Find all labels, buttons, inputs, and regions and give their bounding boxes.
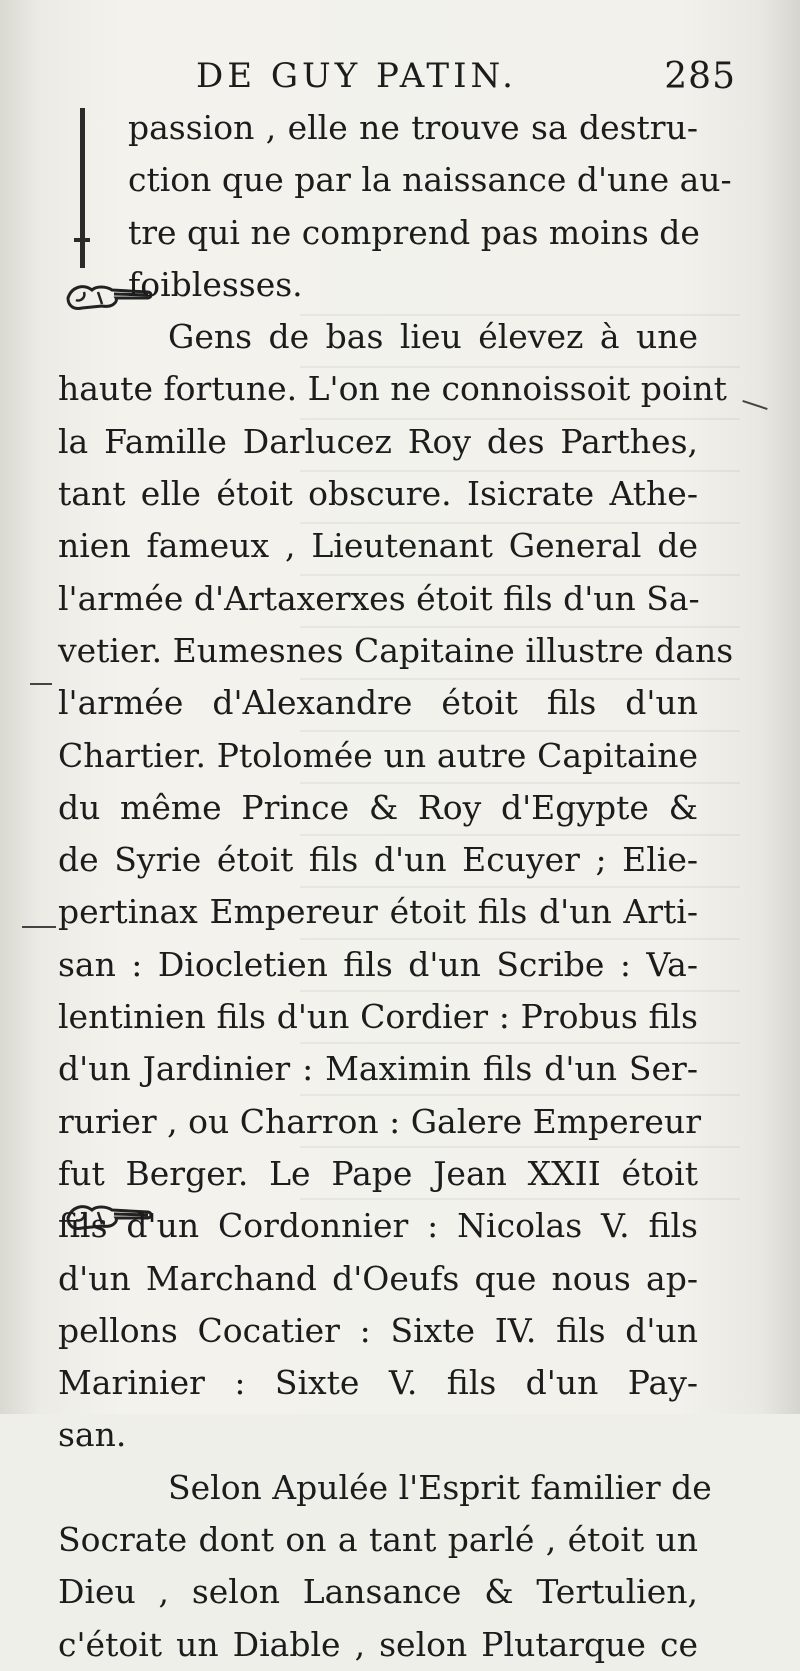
- margin-tick-left: [22, 926, 56, 928]
- page-number: 285: [664, 56, 736, 97]
- text-line: pellons Cocatier : Sixte IV. fils d'un: [58, 1310, 698, 1350]
- body-text: [58, 102, 734, 1671]
- running-title: DE GUY PATIN.: [196, 56, 517, 96]
- text-line: lentinien fils d'un Cordier : Probus fils: [58, 997, 698, 1037]
- text-line: foiblesses.: [128, 264, 303, 304]
- text-line: d'un Jardinier : Maximin fils d'un Ser-: [58, 1049, 698, 1089]
- text-line: Socrate dont on a tant parlé , étoit un: [58, 1520, 698, 1560]
- text-line: rurier , ou Charron : Galere Empereur: [58, 1101, 701, 1141]
- text-line: vetier. Eumesnes Capitaine illustre dans: [58, 630, 734, 670]
- text-line: Dieu , selon Lansance & Tertulien,: [58, 1572, 698, 1612]
- text-line: fils d'un Cordonnier : Nicolas V. fils: [58, 1206, 698, 1246]
- text-line: san.: [58, 1415, 127, 1455]
- page-header: [196, 56, 736, 96]
- text-line: san : Diocletien fils d'un Scribe : Va-: [58, 944, 698, 984]
- text-line: la Famille Darlucez Roy des Parthes,: [58, 421, 698, 461]
- text-line: haute fortune. L'on ne connoissoit point: [58, 369, 727, 409]
- text-line: tant elle étoit obscure. Isicrate Athe-: [58, 474, 698, 514]
- text-line: Marinier : Sixte V. fils d'un Pay-: [58, 1363, 698, 1403]
- text-line: l'armée d'Alexandre étoit fils d'un: [58, 683, 698, 723]
- text-line: pertinax Empereur étoit fils d'un Arti-: [58, 892, 698, 932]
- text-line: l'armée d'Artaxerxes étoit fils d'un Sa-: [58, 578, 700, 618]
- margin-tick-left: [30, 683, 52, 685]
- text-line: Selon Apulée l'Esprit familier de: [168, 1467, 712, 1507]
- text-line: c'étoit un Diable , selon Plutarque ce: [58, 1624, 698, 1664]
- text-line: nien fameux , Lieutenant General de: [58, 526, 698, 566]
- text-line: ction que par la naissance d'une au-: [128, 160, 732, 200]
- text-line: de Syrie étoit fils d'un Ecuyer ; Elie-: [58, 840, 698, 880]
- text-line: Gens de bas lieu élevez à une: [168, 317, 698, 357]
- text-line: fut Berger. Le Pape Jean XXII étoit: [58, 1153, 698, 1193]
- text-line: tre qui ne comprend pas moins de: [128, 212, 700, 252]
- text-line: du même Prince & Roy d'Egypte &: [58, 787, 698, 827]
- text-line: d'un Marchand d'Oeufs que nous ap-: [58, 1258, 698, 1298]
- text-line: Chartier. Ptolomée un autre Capitaine: [58, 735, 698, 775]
- margin-tick-right: [742, 400, 767, 410]
- text-line: passion , elle ne trouve sa destru-: [128, 108, 698, 147]
